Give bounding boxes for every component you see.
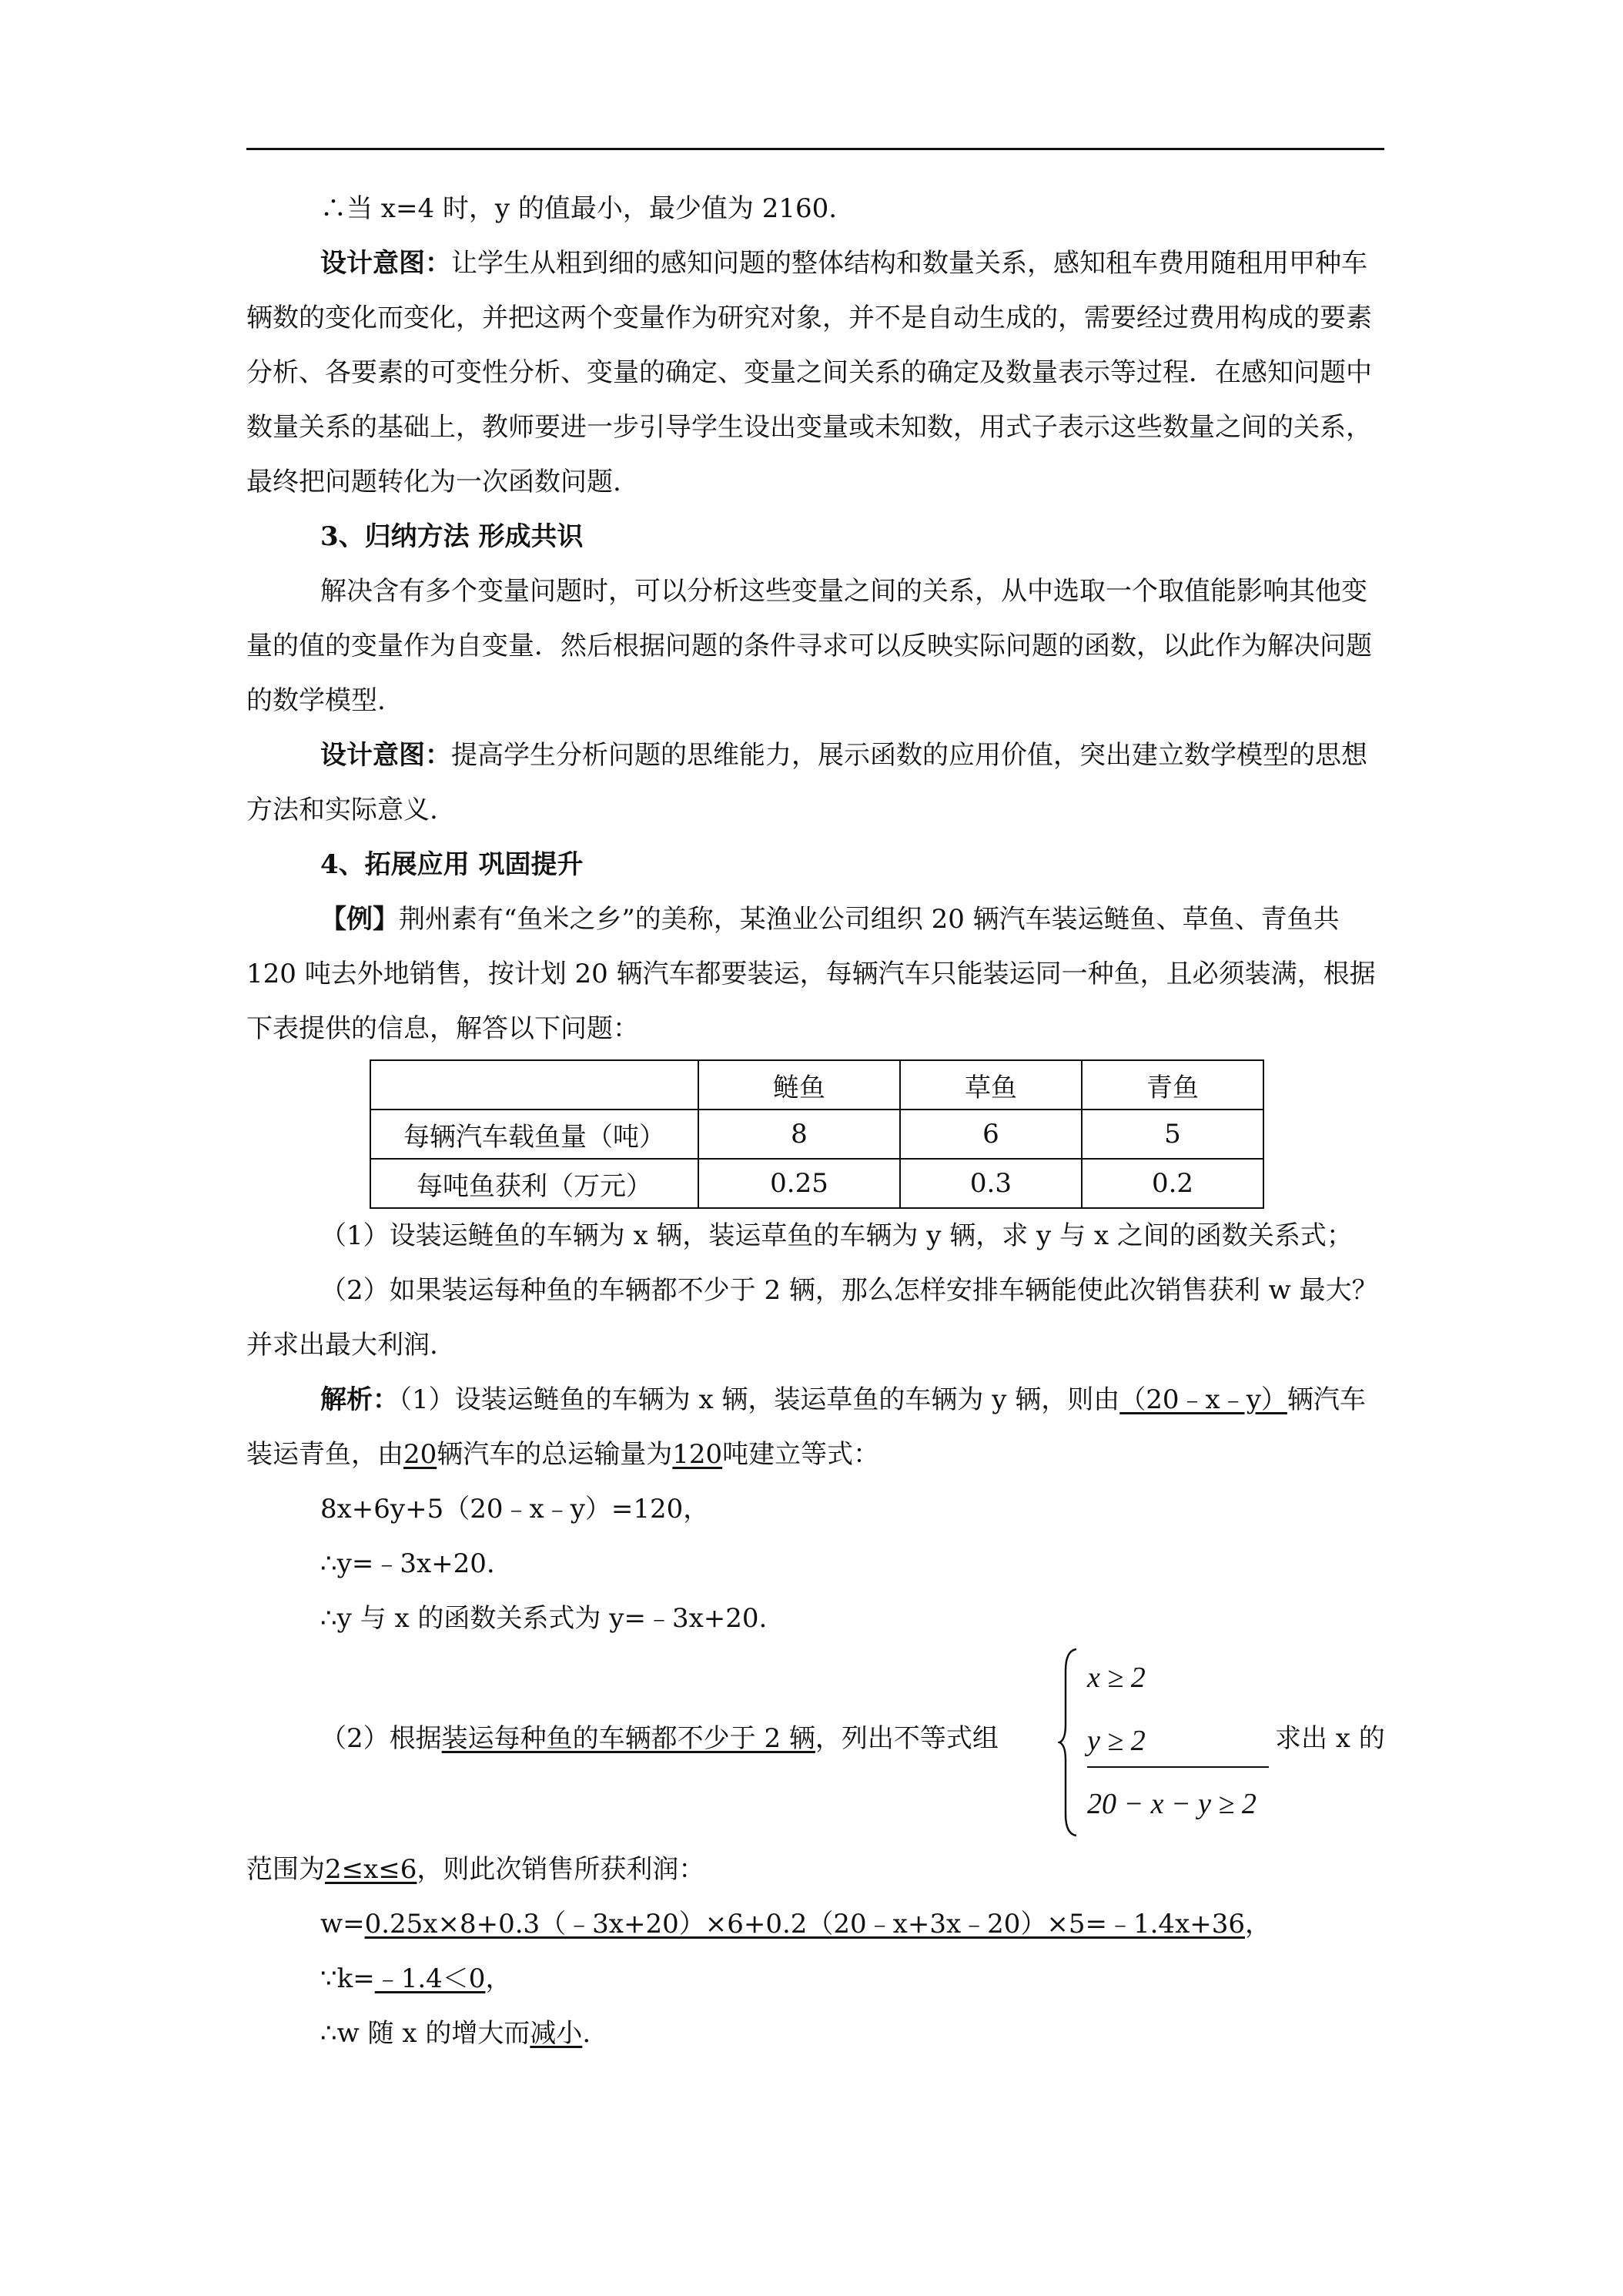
method-paragraph: 解决含有多个变量问题时，可以分析这些变量之间的关系，从中选取一个取值能影响其他变量的值的变量作为自变量．然后根据问题的条件寻求可以反映实际问题的函数，以此作为解决问题的数学模型. (246, 576, 1372, 716)
equation-2: ∴y=﹣3x+20. (320, 1548, 495, 1579)
inequality-line: y ≥ 2 (1087, 1725, 1146, 1757)
section-heading-4: 4、拓展应用 巩固提升 (320, 849, 584, 880)
slope-line (246, 1952, 1384, 2006)
underlined-answer: 0.25x×8+0.3（﹣3x+20）×6+0.2（20﹣x+3x﹣20）×5=﹣1.4x+36 (364, 1909, 1245, 1940)
table-cell: 8 (698, 1110, 900, 1159)
left-brace-icon (1058, 1648, 1079, 1837)
design-intent-1 (246, 236, 1384, 510)
underlined-answer: 减小 (530, 2018, 583, 2049)
header-rule (246, 148, 1384, 150)
solution-text: （2）根据 (320, 1723, 442, 1754)
table-cell: 5 (1082, 1110, 1263, 1159)
solution-text: ， (485, 1963, 512, 1994)
design-intent-text: 提高学生分析问题的思维能力，展示函数的应用价值，突出建立数学模型的思想方法和实际意义. (246, 740, 1367, 825)
monotonic-line (246, 2006, 1384, 2061)
design-intent-text: 让学生从粗到细的感知问题的整体结构和数量关系，感知租车费用随租用甲种车辆数的变化而变化，并把这两个变量作为研究对象，并不是自动生成的，需要经过费用构成的要素分析、各要素的可变性分析、变量的确定、变量之间关系的确定及数量表示等过程．在感知问题中数量关系的基础上，教师要进一步引导学生设出变量或未知数，用式子表示这些数量之间的关系，最终把问题转化为一次函数问题. (246, 248, 1372, 497)
table-header-cell: 草鱼 (900, 1060, 1082, 1110)
solution-text: 辆汽车装运青鱼，由 (246, 1384, 1366, 1470)
table-header-cell (370, 1060, 698, 1110)
answer-underline (1087, 1766, 1269, 1768)
solution-text: ，列出不等式组 (815, 1723, 999, 1754)
inequality-line: x ≥ 2 (1087, 1662, 1146, 1694)
table-header-row (370, 1060, 1263, 1110)
fish-info-table (370, 1059, 1264, 1209)
solution-text: . (582, 2018, 591, 2049)
solution-label: 解析： (320, 1384, 399, 1415)
underlined-answer: ﹣1.4＜0 (374, 1963, 486, 1994)
table-row (370, 1110, 1263, 1159)
solution-text: w= (320, 1909, 365, 1940)
profit-equation (246, 1897, 1384, 1952)
inequality-line: 20 − x − y ≥ 2 (1087, 1788, 1257, 1820)
table-cell: 6 (900, 1110, 1082, 1159)
design-intent-label: 设计意图： (320, 248, 451, 279)
example-text: 荆州素有“鱼米之乡”的美称，某渔业公司组织 20 辆汽车装运鲢鱼、草鱼、青鱼共 120 吨去外地销售，按计划 20 辆汽车都要装运，每辆汽车只能装运同一种鱼，且必须装满，根据下表提供的信息，解答以下问题： (246, 904, 1376, 1044)
solution-text: 求出 x 的 (1275, 1723, 1385, 1754)
underlined-answer: 2≤x≤6 (325, 1854, 417, 1885)
solution-part-1 (246, 1373, 1384, 1482)
table-header-cell: 青鱼 (1082, 1060, 1263, 1110)
solution-text: ∴w 随 x 的增大而 (320, 2018, 530, 2049)
design-intent-2 (246, 728, 1384, 838)
solution-text: ∵k= (320, 1963, 375, 1994)
inequality-system (1087, 1646, 1257, 1836)
equation-3: ∴y 与 x 的函数关系式为 y=﹣3x+20. (320, 1603, 768, 1634)
solution-text: ，则此次销售所获利润： (417, 1854, 705, 1885)
document-body (246, 182, 1384, 2061)
table-cell: 0.2 (1082, 1159, 1263, 1208)
design-intent-label: 设计意图： (320, 740, 451, 771)
question-1: （1）设装运鲢鱼的车辆为 x 辆，装运草鱼的车辆为 y 辆，求 y 与 x 之间的函数关系式； (320, 1220, 1353, 1251)
underlined-answer: 120 (672, 1439, 723, 1470)
underlined-answer: 20 (403, 1439, 437, 1470)
example-paragraph (246, 892, 1384, 1056)
equation-1: 8x+6y+5（20﹣x﹣y）=120， (320, 1494, 710, 1525)
question-2: （2）如果装运每种鱼的车辆都不少于 2 辆，那么怎样安排车辆能使此次销售获利 w 最大？并求出最大利润. (246, 1275, 1378, 1361)
table-cell: 每吨鱼获利（万元） (370, 1159, 698, 1208)
solution-text: 范围为 (246, 1854, 325, 1885)
example-label: 【例】 (320, 904, 399, 935)
table-cell: 每辆汽车载鱼量（吨） (370, 1110, 698, 1159)
conclusion-line: ∴当 x=4 时，y 的值最小，最少值为 2160. (320, 193, 838, 224)
table-row (370, 1159, 1263, 1208)
underlined-answer: 装运每种鱼的车辆都不少于 2 辆 (441, 1723, 815, 1754)
solution-text: ， (1245, 1909, 1271, 1940)
solution-text: （1）设装运鲢鱼的车辆为 x 辆，装运草鱼的车辆为 y 辆，则由 (399, 1384, 1120, 1415)
underlined-answer: （20﹣x﹣y） (1119, 1384, 1287, 1415)
table-cell: 0.3 (900, 1159, 1082, 1208)
table-header-cell: 鲢鱼 (698, 1060, 900, 1110)
inequality-system-row (246, 1646, 1384, 1842)
table-cell: 0.25 (698, 1159, 900, 1208)
range-line (246, 1842, 1384, 1897)
solution-text: 吨建立等式： (722, 1439, 880, 1470)
solution-part-2-intro (320, 1717, 999, 1755)
section-heading-3: 3、归纳方法 形成共识 (320, 521, 584, 552)
solution-text: 辆汽车的总运输量为 (437, 1439, 673, 1470)
